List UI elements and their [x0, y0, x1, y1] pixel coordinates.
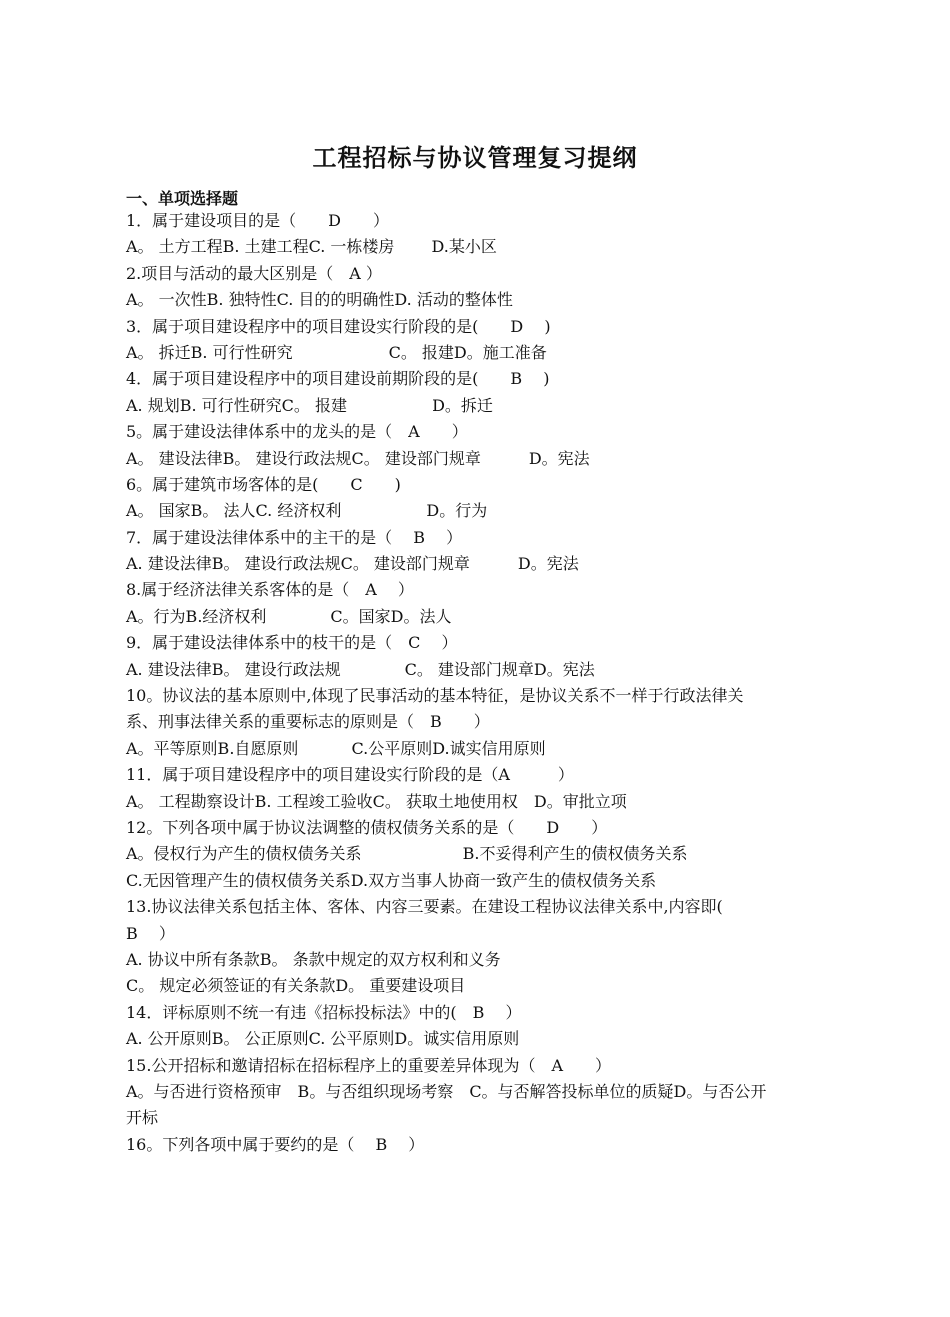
text-line: A。 土方工程B. 土建工程C. 一栋楼房 D.某小区 [126, 237, 497, 257]
text-line: A. 规划B. 可行性研究C。 报建 D。拆迁 [126, 395, 493, 415]
text-line: 16。下列各项中属于要约的是（ B ） [126, 1134, 425, 1154]
text-line: 9．属于建设法律体系中的枝干的是（ C ） [126, 633, 458, 653]
text-line: 3．属于项目建设程序中的项目建设实行阶段的是( D ) [126, 316, 551, 336]
section-heading: 一、单项选择题 [126, 189, 239, 208]
text-line: 4．属于项目建设程序中的项目建设前期阶段的是( B ) [126, 369, 550, 389]
text-line: 7．属于建设法律体系中的主干的是（ B ） [126, 527, 463, 547]
text-line: A。 国家B。 法人C. 经济权利 D。行为 [126, 501, 488, 521]
text-line: A。 拆迁B. 可行性研究 C。 报建D。施工准备 [126, 342, 547, 362]
question-list [126, 208, 830, 1158]
text-line: A. 建设法律B。 建设行政法规 C。 建设部门规章D。宪法 [126, 659, 595, 679]
text-line: B ） [126, 923, 175, 943]
text-line: 5。属于建设法律体系中的龙头的是（ A ） [126, 422, 468, 442]
text-line: A。 建设法律B。 建设行政法规C。 建设部门规章 D。宪法 [126, 448, 590, 468]
text-line: C.无因管理产生的债权债务关系D.双方当事人协商一致产生的债权债务关系 [126, 870, 657, 890]
text-line: 10。协议法的基本原则中,体现了民事活动的基本特征，是协议关系不一样于行政法律关 [126, 686, 744, 706]
text-line: 8.属于经济法律关系客体的是（ A ） [126, 580, 414, 600]
text-line: 11．属于项目建设程序中的项目建设实行阶段的是（A ） [126, 765, 574, 785]
text-line: A. 建设法律B。 建设行政法规C。 建设部门规章 D。宪法 [126, 554, 579, 574]
text-line: A. 公开原则B。 公正原则C. 公平原则D。诚实信用原则 [126, 1029, 520, 1049]
text-line: A。 一次性B. 独特性C. 目的的明确性D. 活动的整体性 [126, 290, 513, 310]
text-line: 15.公开招标和邀请招标在招标程序上的重要差异体现为（ A ） [126, 1055, 612, 1075]
text-line: 系、刑事法律关系的重要标志的原则是（ B ） [126, 712, 490, 732]
text-line: A. 协议中所有条款B。 条款中规定的双方权利和义务 [126, 949, 501, 969]
text-line: A。与否进行资格预审 B。与否组织现场考察 C。与否解答投标单位的质疑D。与否公开 [126, 1081, 767, 1101]
text-line: 开标 [126, 1108, 159, 1128]
text-line: 12。下列各项中属于协议法调整的债权债务关系的是（ D ） [126, 817, 608, 837]
text-line: 14．评标原则不统一有违《招标投标法》中的( B ） [126, 1002, 522, 1022]
text-line: A。侵权行为产生的债权债务关系 B.不妥得利产生的债权债务关系 [126, 844, 688, 864]
text-line: 6。属于建筑市场客体的是( C ) [126, 474, 401, 494]
text-line: A。行为B.经济权利 C。国家D。法人 [126, 606, 452, 626]
text-line: C。 规定必须签证的有关条款D。 重要建设项目 [126, 976, 466, 996]
text-line: A。平等原则B.自愿原则 C.公平原则D.诚实信用原则 [126, 738, 546, 758]
text-line: 2.项目与活动的最大区别是（ A ） [126, 263, 382, 283]
page-title: 工程招标与协议管理复习提纲 [312, 144, 638, 172]
text-line: A。 工程勘察设计B. 工程竣工验收C。 获取土地使用权 D。审批立项 [126, 791, 627, 811]
text-line: 1．属于建设项目的是（ D ） [126, 211, 390, 230]
text-line: 13.协议法律关系包括主体、客体、内容三要素。在建设工程协议法律关系中,内容即( [126, 897, 723, 917]
